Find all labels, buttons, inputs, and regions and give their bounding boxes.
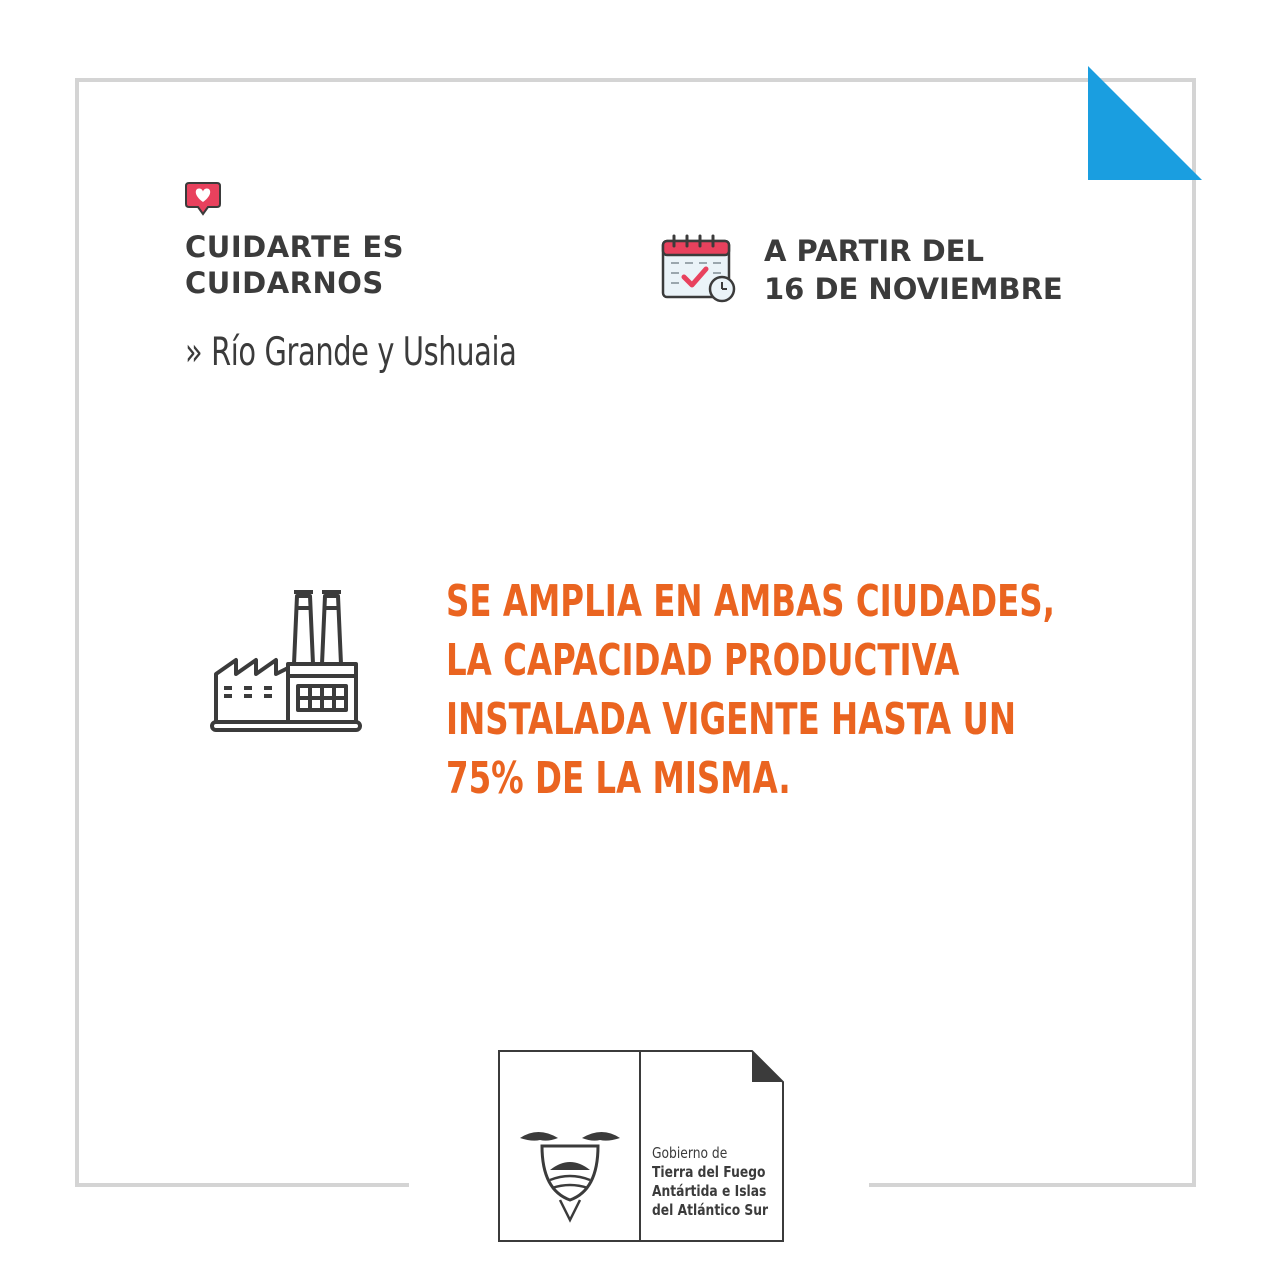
main-message-line2: LA CAPACIDAD PRODUCTIVA <box>446 635 960 686</box>
calendar-check-icon <box>660 233 740 305</box>
logo-text <box>652 1144 768 1220</box>
start-date-line1: A PARTIR DEL <box>764 234 984 268</box>
frame-left <box>75 78 79 1187</box>
main-message-line1: SE AMPLIA EN AMBAS CIUDADES, <box>446 576 1055 627</box>
start-date-line2: 16 DE NOVIEMBRE <box>764 272 1063 306</box>
factory-icon <box>210 582 362 734</box>
corner-triangle <box>1088 66 1202 180</box>
main-message-line4: 75% DE LA MISMA. <box>446 753 791 804</box>
logo-line2: Tierra del Fuego <box>652 1163 766 1181</box>
main-message-line3: INSTALADA VIGENTE HASTA UN <box>446 694 1016 745</box>
frame-bottom-left <box>75 1183 409 1187</box>
location-text: » Río Grande y Ushuaia <box>185 330 517 375</box>
logo-line3: Antártida e Islas <box>652 1182 767 1200</box>
frame-bottom-right <box>869 1183 1196 1187</box>
logo-line1: Gobierno de <box>652 1144 728 1162</box>
start-date <box>764 232 1063 308</box>
heart-chat-icon <box>184 181 222 219</box>
logo-line4: del Atlántico Sur <box>652 1201 769 1219</box>
frame-top <box>75 78 1196 82</box>
campaign-title-line1: CUIDARTE ES <box>185 230 405 264</box>
frame-right <box>1192 78 1196 1187</box>
campaign-title-line2: CUIDARNOS <box>185 266 384 300</box>
main-message <box>446 572 1086 808</box>
campaign-title <box>185 229 404 301</box>
